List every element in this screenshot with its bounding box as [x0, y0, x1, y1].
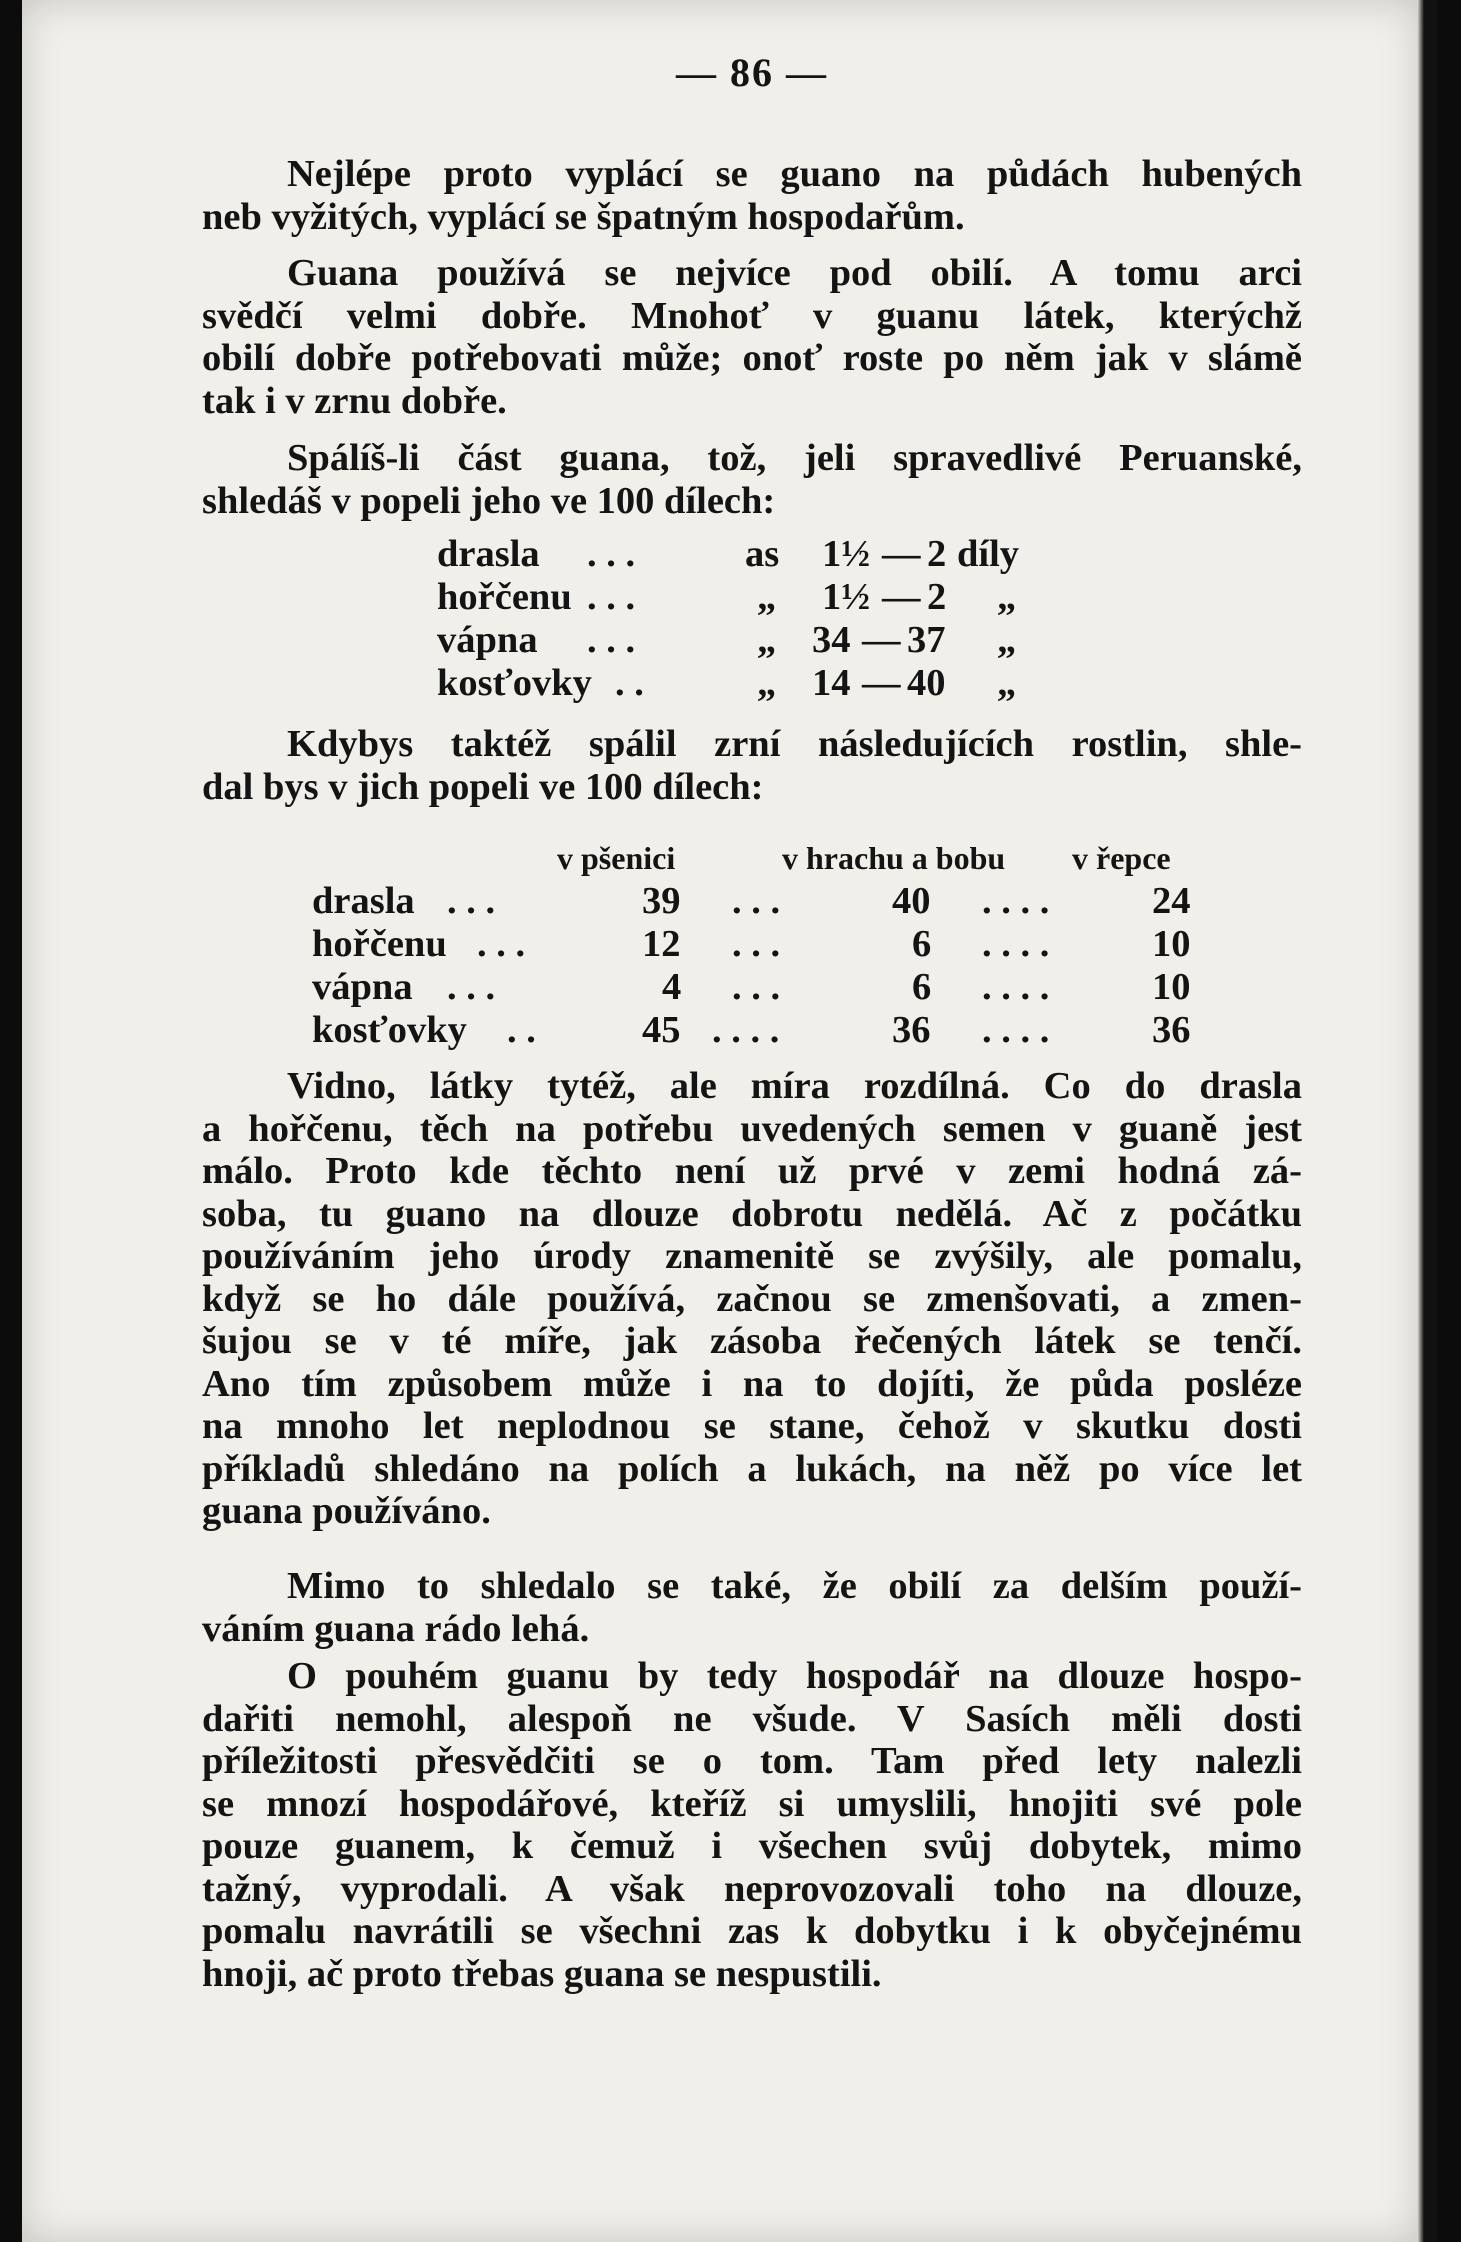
text-line: Nejlépe proto vyplácí se guano na půdách hubených — [287, 153, 1302, 195]
text-line: když se ho dále používá, začnou se zmenšovati, a zmen- — [202, 1277, 1302, 1320]
leader-dots: . . . . — [982, 880, 1050, 922]
text-line: O pouhém guanu by tedy hospodář na dlouze hospo- — [287, 1655, 1302, 1697]
dash: — — [882, 576, 921, 618]
leader-dots: . . . — [587, 533, 636, 575]
page-number: — 86 — — [676, 50, 828, 95]
leader-dots: . . . . — [982, 1009, 1050, 1051]
leader-dots: . . . — [732, 880, 781, 922]
row-label: drasla — [312, 880, 415, 922]
prefix: „ — [757, 576, 777, 618]
text-line: Vidno, látky tytéž, ale míra rozdílná. Co do drasla — [287, 1065, 1302, 1107]
text-line: obilí dobře potřebovati může; onoť roste po něm jak v slámě — [202, 337, 1302, 379]
value-from: 1½ — [822, 576, 871, 618]
value-wheat: 39 — [642, 880, 681, 922]
dash: — — [862, 619, 901, 661]
value-wheat: 4 — [662, 966, 682, 1008]
leader-dots: . . . — [732, 923, 781, 965]
leader-dots: . . . — [447, 880, 496, 922]
text-line: a hořčenu, těch na potřebu uvedených semen v guaně jest — [202, 1107, 1302, 1150]
leader-dots: . . . . — [712, 1009, 780, 1051]
value-wheat: 45 — [642, 1009, 681, 1051]
table-row — [312, 923, 1302, 966]
value-rapeseed: 10 — [1152, 923, 1191, 965]
text-line: tažný, vyprodali. A však neprovozovali toho na dlouze, — [202, 1867, 1302, 1910]
unit: „ — [997, 662, 1017, 704]
prefix: „ — [757, 619, 777, 661]
value-to: 37 — [907, 619, 946, 661]
table-header-row — [312, 837, 1302, 880]
leader-dots: . . . — [447, 966, 496, 1008]
leader-dots: . . . — [477, 923, 526, 965]
text-line: neb vyžitých, vyplácí se špatným hospodařům. — [202, 195, 965, 238]
dash: — — [862, 662, 901, 704]
row-label: kosťovky — [437, 662, 592, 704]
text-line: Ano tím způsobem může i na to dojíti, že půda posléze — [202, 1362, 1302, 1405]
row-label: kosťovky — [312, 1009, 467, 1051]
leader-dots: . . . — [587, 576, 636, 618]
value-from: 1½ — [822, 533, 871, 575]
value-peas-beans: 36 — [892, 1009, 931, 1051]
page-edge-shadow — [1417, 0, 1437, 2242]
leader-dots: . . . — [587, 619, 636, 661]
text-line: příkladů shledáno na polích a lukách, na něž po více let — [202, 1447, 1302, 1490]
text-line: používáním jeho úrody znamenitě se zvýšily, ale pomalu, — [202, 1235, 1302, 1277]
text-line: Kdybys taktéž spálil zrní následujících rostlin, shle- — [287, 723, 1302, 765]
leader-dots: . . . . — [982, 923, 1050, 965]
text-line: pomalu navrátili se všechni zas k dobytku i k obyčejnému — [202, 1910, 1302, 1952]
paragraph-3 — [202, 437, 1302, 522]
text-line: šujou se v té míře, jak zásoba řečených látek se tenčí. — [202, 1320, 1302, 1362]
row-label: hořčenu — [312, 923, 447, 965]
text-line: soba, tu guano na dlouze dobrotu nedělá. Ač z počátku — [202, 1192, 1302, 1235]
value-peas-beans: 6 — [912, 966, 932, 1008]
value-rapeseed: 24 — [1152, 880, 1191, 922]
value-from: 34 — [812, 619, 851, 661]
paragraph-6 — [202, 1565, 1302, 1650]
paragraph-5 — [202, 1065, 1302, 1533]
value-rapeseed: 36 — [1152, 1009, 1191, 1051]
value-peas-beans: 6 — [912, 923, 932, 965]
text-line: příležitosti přesvědčiti se o tom. Tam před lety nalezli — [202, 1740, 1302, 1782]
text-line: dařiti nemohl, alespoň ne všude. V Sasích měli dosti — [202, 1697, 1302, 1740]
value-wheat: 12 — [642, 923, 681, 965]
text-line: Guana používá se nejvíce pod obilí. A tomu arci — [287, 252, 1302, 294]
text-line: se mnozí hospodářové, kteříž si umyslili, hnojiti své pole — [202, 1782, 1302, 1825]
paragraph-4 — [202, 723, 1302, 808]
leader-dots: . . — [615, 662, 644, 704]
text-line: váním guana rádo lehá. — [202, 1607, 590, 1650]
text-line: dal bys v jich popeli ve 100 dílech: — [202, 765, 764, 808]
text-line: pouze guanem, k čemuž i všechen svůj dobytek, mimo — [202, 1825, 1302, 1867]
paragraph-7 — [202, 1655, 1302, 1995]
column-header: v pšenici — [557, 840, 676, 876]
table-row — [312, 966, 1302, 1009]
text-line: guana používáno. — [202, 1490, 491, 1532]
row-label: drasla — [437, 533, 540, 575]
text-line: shledáš v popeli jeho ve 100 dílech: — [202, 479, 776, 522]
text-line: málo. Proto kde těchto není už prvé v zemi hodná zá- — [202, 1150, 1302, 1192]
paragraph-1 — [202, 153, 1302, 238]
paragraph-2 — [202, 252, 1302, 422]
leader-dots: . . . . — [982, 966, 1050, 1008]
text-line: hnoji, ač proto třebas guana se nespustili. — [202, 1952, 882, 1995]
value-from: 14 — [812, 662, 851, 704]
text-line: Spálíš-li část guana, tož, jeli spravedlivé Peruanské, — [287, 437, 1302, 479]
unit: díly — [957, 533, 1020, 575]
dash: — — [882, 533, 921, 575]
leader-dots: . . . — [732, 966, 781, 1008]
row-label: vápna — [437, 619, 538, 661]
unit: „ — [997, 576, 1017, 618]
text-line: svědčí velmi dobře. Mnohoť v guanu látek, kterýchž — [202, 294, 1302, 337]
prefix: „ — [757, 662, 777, 704]
table-row — [312, 1009, 1302, 1052]
leader-dots: . . — [507, 1009, 536, 1051]
text-line: Mimo to shledalo se také, že obilí za delším použí- — [287, 1565, 1302, 1607]
value-rapeseed: 10 — [1152, 966, 1191, 1008]
column-header: v hrachu a bobu — [782, 840, 1006, 876]
prefix: as — [745, 533, 780, 575]
value-to: 2 — [927, 533, 947, 575]
text-line: tak i v zrnu dobře. — [202, 379, 507, 422]
value-to: 40 — [907, 662, 946, 704]
table-row — [312, 880, 1302, 923]
value-peas-beans: 40 — [892, 880, 931, 922]
value-to: 2 — [927, 576, 947, 618]
grain-ash-table — [312, 837, 1302, 1052]
row-label: hořčenu — [437, 576, 572, 618]
row-label: vápna — [312, 966, 413, 1008]
column-header: v řepce — [1072, 840, 1171, 876]
unit: „ — [997, 619, 1017, 661]
book-page — [22, 0, 1420, 2242]
text-line: na mnoho let neplodnou se stane, čehož v skutku dosti — [202, 1405, 1302, 1447]
